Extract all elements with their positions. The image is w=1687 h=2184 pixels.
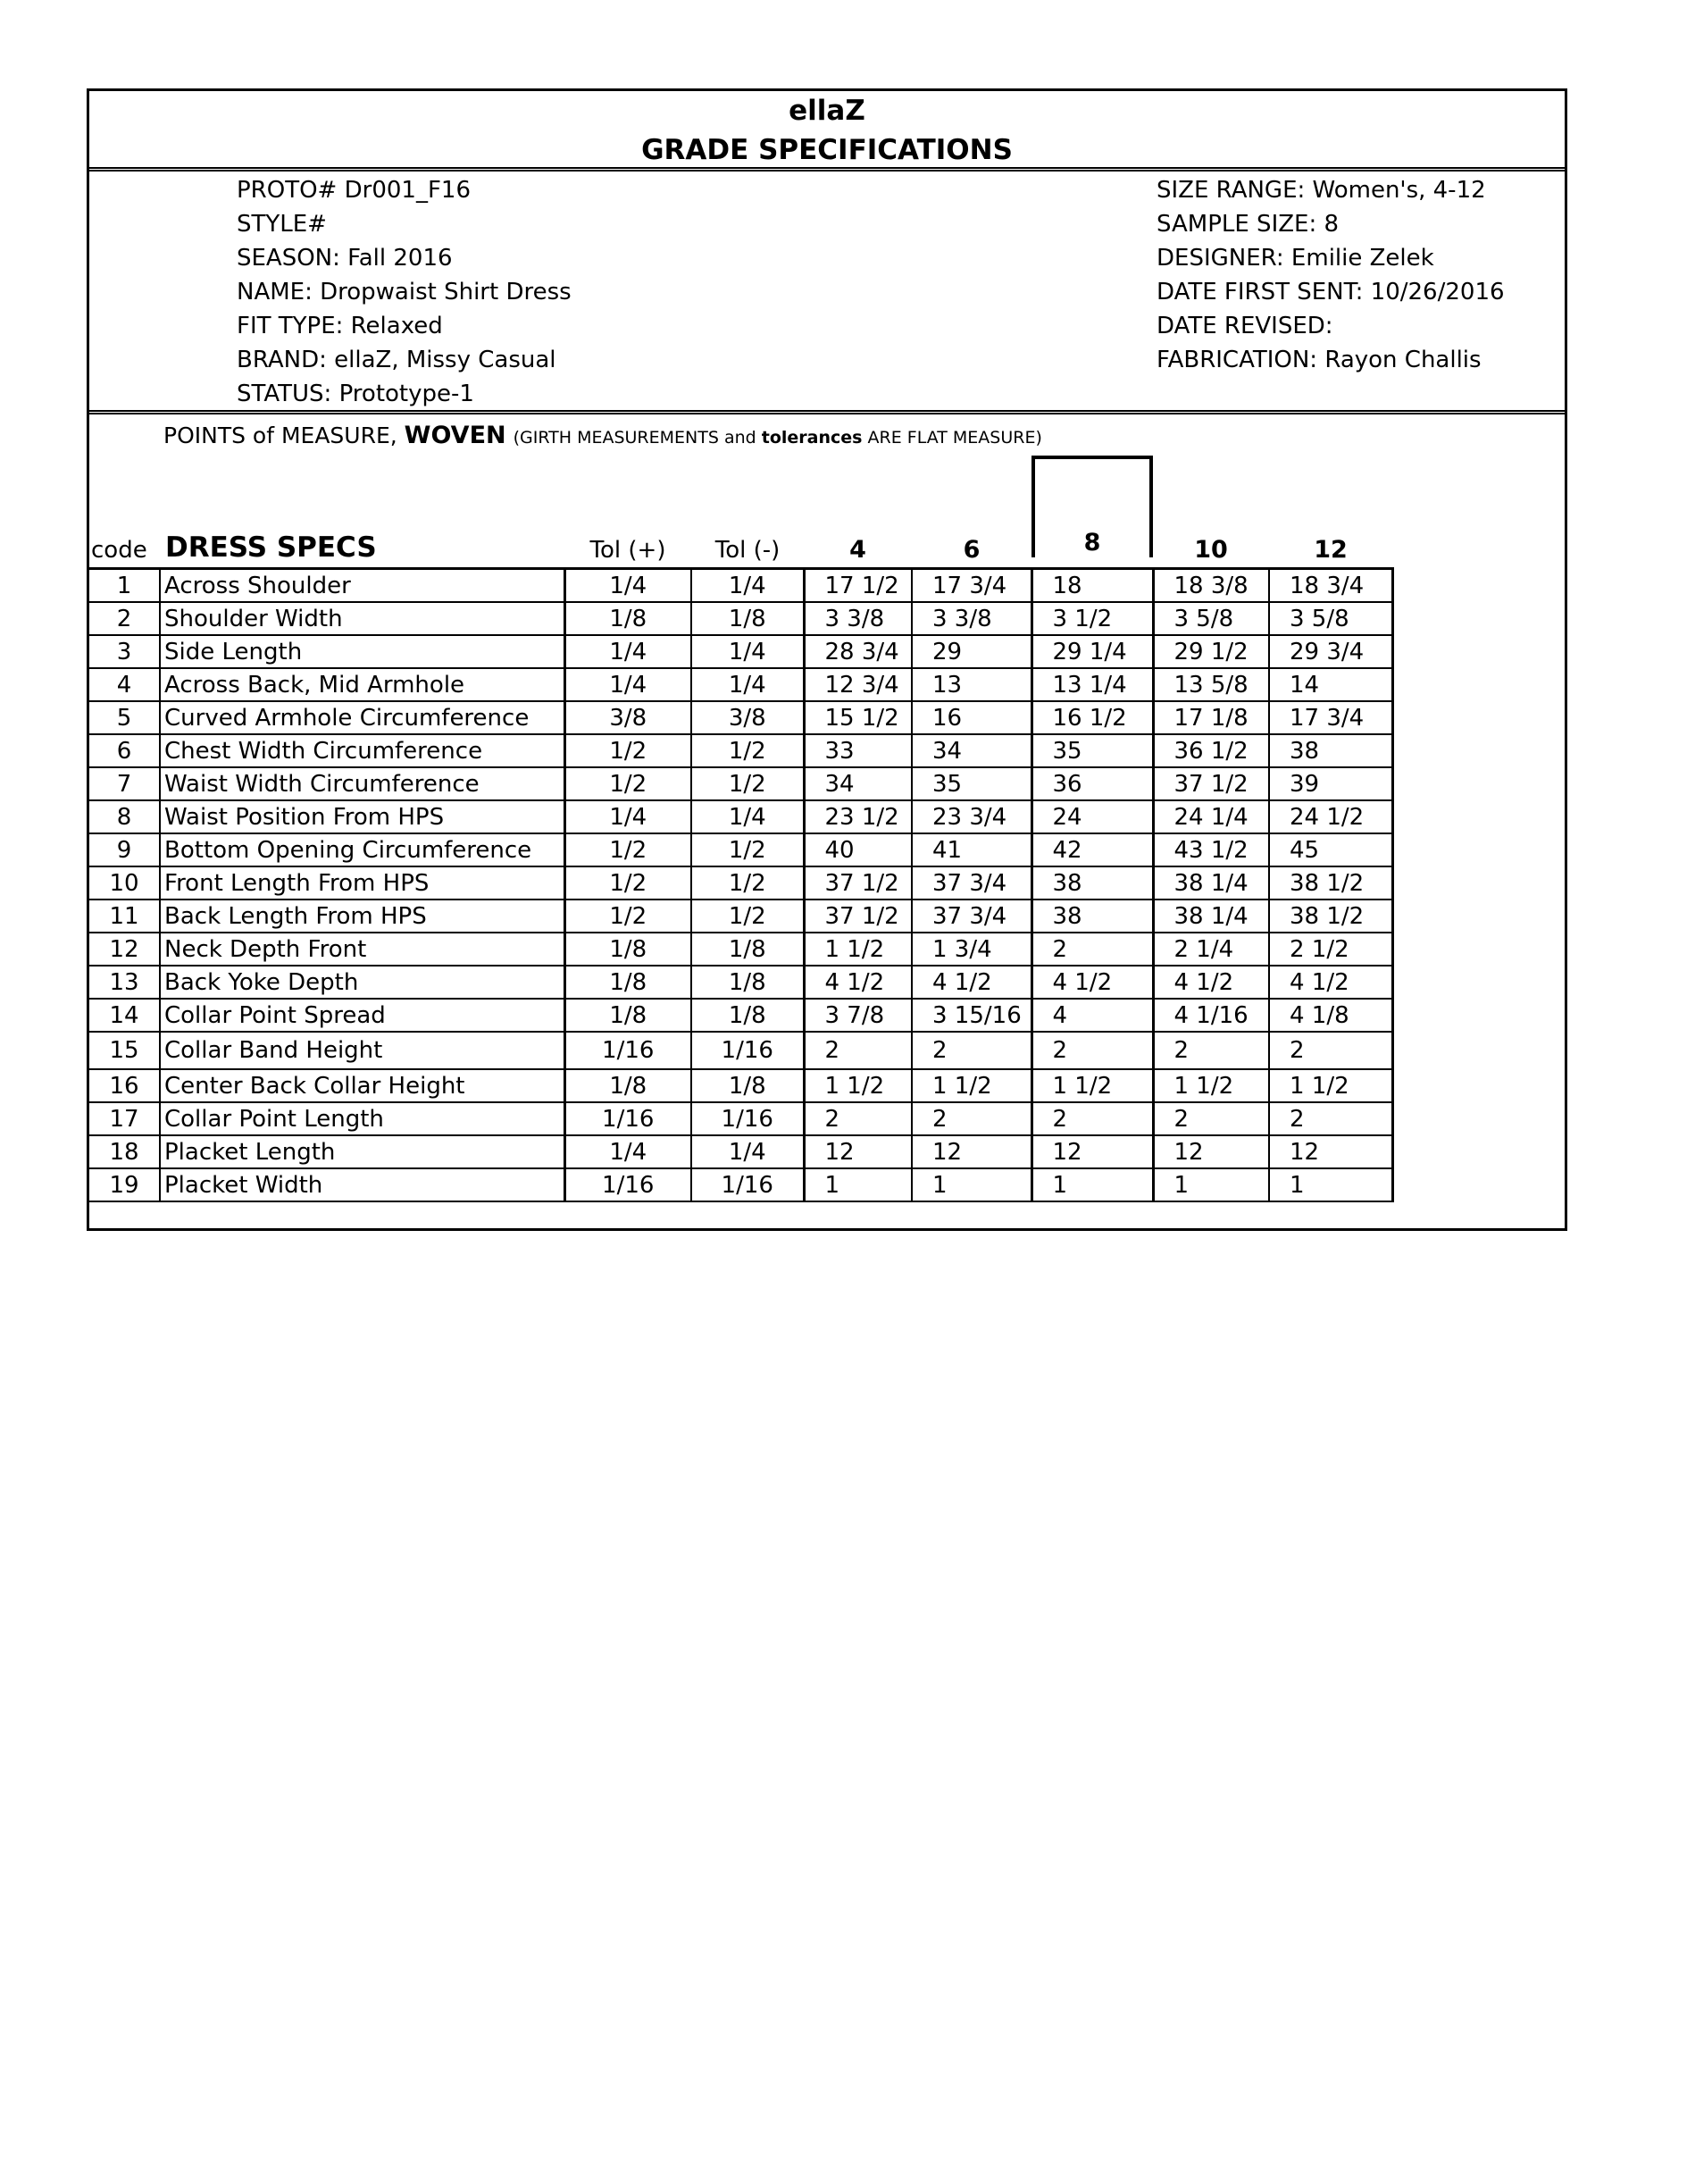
row-size-4: 2 (804, 1032, 912, 1069)
row-size-12: 38 1/2 (1269, 866, 1392, 900)
row-size-4: 2 (804, 1102, 912, 1135)
row-measure-name: Shoulder Width (160, 602, 564, 635)
row-tol-plus: 1/8 (564, 999, 691, 1032)
row-code: 3 (89, 635, 160, 668)
header-dress-specs: DRESS SPECS (165, 531, 377, 564)
header-tol-plus: Tol (+) (589, 537, 666, 564)
row-tol-minus: 1/8 (691, 1069, 804, 1102)
table-row (89, 900, 1392, 933)
row-size-10: 38 1/4 (1153, 866, 1269, 900)
row-size-4: 1 1/2 (804, 933, 912, 966)
row-tol-plus: 1/2 (564, 866, 691, 900)
table-row (89, 800, 1392, 833)
size-range: SIZE RANGE: Women's, 4-12 (1157, 177, 1486, 204)
row-size-4: 12 3/4 (804, 668, 912, 701)
row-size-10: 36 1/2 (1153, 734, 1269, 767)
row-size-4: 4 1/2 (804, 966, 912, 999)
table-row (89, 866, 1392, 900)
row-measure-name: Collar Point Spread (160, 999, 564, 1032)
info-left-column (237, 173, 572, 411)
row-tol-plus: 1/2 (564, 833, 691, 866)
row-size-12: 38 (1269, 734, 1392, 767)
table-row (89, 933, 1392, 966)
row-tol-plus: 1/4 (564, 668, 691, 701)
title-block (89, 91, 1565, 172)
row-size-10: 1 1/2 (1153, 1069, 1269, 1102)
header-size-4: 4 (849, 536, 866, 564)
row-code: 14 (89, 999, 160, 1032)
row-tol-plus: 1/2 (564, 767, 691, 800)
row-code: 2 (89, 602, 160, 635)
row-tol-minus: 1/4 (691, 635, 804, 668)
row-tol-minus: 1/16 (691, 1168, 804, 1201)
row-tol-plus: 1/4 (564, 635, 691, 668)
row-measure-name: Collar Point Length (160, 1102, 564, 1135)
row-tol-minus: 1/8 (691, 999, 804, 1032)
header-size-6: 6 (963, 536, 981, 564)
row-size-8: 16 1/2 (1031, 701, 1153, 734)
row-code: 9 (89, 833, 160, 866)
row-measure-name: Waist Width Circumference (160, 767, 564, 800)
row-size-10: 1 (1153, 1168, 1269, 1201)
grade-spec-sheet (87, 88, 1567, 1231)
row-tol-plus: 1/8 (564, 602, 691, 635)
table-row (89, 1069, 1392, 1102)
row-size-10: 2 (1153, 1032, 1269, 1069)
row-tol-minus: 1/8 (691, 966, 804, 999)
row-tol-minus: 1/2 (691, 734, 804, 767)
row-measure-name: Bottom Opening Circumference (160, 833, 564, 866)
row-code: 19 (89, 1168, 160, 1201)
row-size-6: 13 (912, 668, 1031, 701)
row-tol-minus: 1/4 (691, 668, 804, 701)
pom-prefix: POINTS of MEASURE, (163, 423, 397, 448)
row-size-10: 12 (1153, 1135, 1269, 1168)
table-row (89, 767, 1392, 800)
table-row (89, 1168, 1392, 1201)
row-tol-minus: 1/4 (691, 1135, 804, 1168)
row-measure-name: Neck Depth Front (160, 933, 564, 966)
row-measure-name: Waist Position From HPS (160, 800, 564, 833)
row-size-6: 16 (912, 701, 1031, 734)
row-size-12: 1 1/2 (1269, 1069, 1392, 1102)
row-measure-name: Side Length (160, 635, 564, 668)
season: SEASON: Fall 2016 (237, 245, 453, 272)
points-of-measure-caption (163, 422, 1042, 449)
spec-info-block (89, 172, 1565, 414)
row-size-4: 28 3/4 (804, 635, 912, 668)
header-size-12: 12 (1314, 536, 1348, 564)
row-size-12: 4 1/8 (1269, 999, 1392, 1032)
row-code: 15 (89, 1032, 160, 1069)
row-size-12: 3 5/8 (1269, 602, 1392, 635)
row-measure-name: Curved Armhole Circumference (160, 701, 564, 734)
row-size-10: 29 1/2 (1153, 635, 1269, 668)
row-tol-minus: 1/2 (691, 866, 804, 900)
row-tol-minus: 1/4 (691, 800, 804, 833)
row-code: 7 (89, 767, 160, 800)
row-tol-minus: 1/16 (691, 1032, 804, 1069)
table-row (89, 635, 1392, 668)
status: STATUS: Prototype-1 (237, 381, 474, 407)
row-size-8: 29 1/4 (1031, 635, 1153, 668)
row-size-8: 24 (1031, 800, 1153, 833)
date-first-sent: DATE FIRST SENT: 10/26/2016 (1157, 279, 1505, 305)
row-size-12: 18 3/4 (1269, 569, 1392, 603)
row-measure-name: Chest Width Circumference (160, 734, 564, 767)
row-code: 6 (89, 734, 160, 767)
designer: DESIGNER: Emilie Zelek (1157, 245, 1434, 272)
pom-note: (GIRTH MEASUREMENTS and tolerances ARE FLAT MEASURE) (513, 428, 1042, 448)
row-size-4: 1 1/2 (804, 1069, 912, 1102)
row-size-6: 2 (912, 1102, 1031, 1135)
row-tol-plus: 1/8 (564, 966, 691, 999)
row-measure-name: Placket Length (160, 1135, 564, 1168)
row-size-8: 36 (1031, 767, 1153, 800)
row-tol-minus: 1/8 (691, 602, 804, 635)
row-size-8: 1 1/2 (1031, 1069, 1153, 1102)
row-size-10: 18 3/8 (1153, 569, 1269, 603)
row-size-8: 3 1/2 (1031, 602, 1153, 635)
row-size-4: 34 (804, 767, 912, 800)
row-size-4: 3 3/8 (804, 602, 912, 635)
row-size-8: 35 (1031, 734, 1153, 767)
row-size-6: 29 (912, 635, 1031, 668)
row-size-4: 3 7/8 (804, 999, 912, 1032)
row-size-4: 12 (804, 1135, 912, 1168)
row-size-6: 41 (912, 833, 1031, 866)
row-size-12: 2 (1269, 1102, 1392, 1135)
row-code: 18 (89, 1135, 160, 1168)
row-size-8: 38 (1031, 866, 1153, 900)
row-size-4: 33 (804, 734, 912, 767)
table-row (89, 1032, 1392, 1069)
row-size-10: 43 1/2 (1153, 833, 1269, 866)
row-size-4: 37 1/2 (804, 900, 912, 933)
row-size-8: 4 (1031, 999, 1153, 1032)
row-measure-name: Front Length From HPS (160, 866, 564, 900)
table-header-row (89, 515, 1392, 569)
row-code: 17 (89, 1102, 160, 1135)
row-measure-name: Across Shoulder (160, 569, 564, 603)
table-row (89, 999, 1392, 1032)
row-size-12: 1 (1269, 1168, 1392, 1201)
row-measure-name: Center Back Collar Height (160, 1069, 564, 1102)
row-size-8: 2 (1031, 1102, 1153, 1135)
row-code: 13 (89, 966, 160, 999)
row-size-4: 15 1/2 (804, 701, 912, 734)
table-row (89, 569, 1392, 603)
row-code: 16 (89, 1069, 160, 1102)
table-row (89, 1135, 1392, 1168)
row-size-12: 2 1/2 (1269, 933, 1392, 966)
row-size-10: 17 1/8 (1153, 701, 1269, 734)
row-size-12: 39 (1269, 767, 1392, 800)
row-size-6: 2 (912, 1032, 1031, 1069)
style-number: STYLE# (237, 211, 327, 238)
row-code: 11 (89, 900, 160, 933)
row-tol-plus: 1/16 (564, 1168, 691, 1201)
dress-spec-table (89, 515, 1394, 1202)
table-row (89, 833, 1392, 866)
row-size-12: 29 3/4 (1269, 635, 1392, 668)
row-tol-plus: 1/4 (564, 1135, 691, 1168)
header-code: code (91, 537, 147, 564)
row-tol-minus: 1/2 (691, 900, 804, 933)
row-code: 8 (89, 800, 160, 833)
row-size-10: 38 1/4 (1153, 900, 1269, 933)
row-size-12: 14 (1269, 668, 1392, 701)
document-title: GRADE SPECIFICATIONS (641, 134, 1013, 166)
row-measure-name: Collar Band Height (160, 1032, 564, 1069)
row-size-8: 18 (1031, 569, 1153, 603)
row-size-8: 2 (1031, 933, 1153, 966)
row-tol-minus: 3/8 (691, 701, 804, 734)
row-tol-minus: 1/8 (691, 933, 804, 966)
row-code: 12 (89, 933, 160, 966)
row-tol-minus: 1/16 (691, 1102, 804, 1135)
row-tol-plus: 3/8 (564, 701, 691, 734)
row-size-6: 12 (912, 1135, 1031, 1168)
row-measure-name: Placket Width (160, 1168, 564, 1201)
style-name: NAME: Dropwaist Shirt Dress (237, 279, 572, 305)
row-size-8: 4 1/2 (1031, 966, 1153, 999)
row-size-12: 2 (1269, 1032, 1392, 1069)
brand-title: ellaZ (789, 95, 865, 127)
table-row (89, 602, 1392, 635)
table-row (89, 668, 1392, 701)
row-size-8: 1 (1031, 1168, 1153, 1201)
row-size-8: 42 (1031, 833, 1153, 866)
header-tol-minus: Tol (-) (714, 537, 781, 564)
row-measure-name: Back Yoke Depth (160, 966, 564, 999)
row-tol-plus: 1/2 (564, 734, 691, 767)
table-row (89, 701, 1392, 734)
row-size-6: 35 (912, 767, 1031, 800)
row-measure-name: Across Back, Mid Armhole (160, 668, 564, 701)
row-tol-plus: 1/4 (564, 569, 691, 603)
header-size-10: 10 (1194, 536, 1228, 564)
row-size-12: 4 1/2 (1269, 966, 1392, 999)
proto-number: PROTO# Dr001_F16 (237, 177, 471, 204)
row-size-10: 24 1/4 (1153, 800, 1269, 833)
row-tol-plus: 1/16 (564, 1032, 691, 1069)
row-tol-plus: 1/2 (564, 900, 691, 933)
row-size-4: 17 1/2 (804, 569, 912, 603)
date-revised: DATE REVISED: (1157, 313, 1333, 339)
row-tol-minus: 1/2 (691, 833, 804, 866)
info-right-column (1157, 173, 1505, 377)
row-size-12: 38 1/2 (1269, 900, 1392, 933)
row-size-6: 23 3/4 (912, 800, 1031, 833)
row-tol-minus: 1/4 (691, 569, 804, 603)
row-code: 1 (89, 569, 160, 603)
row-tol-plus: 1/8 (564, 1069, 691, 1102)
row-tol-plus: 1/8 (564, 933, 691, 966)
row-size-10: 3 5/8 (1153, 602, 1269, 635)
row-size-6: 4 1/2 (912, 966, 1031, 999)
row-size-8: 13 1/4 (1031, 668, 1153, 701)
row-measure-name: Back Length From HPS (160, 900, 564, 933)
row-size-6: 3 3/8 (912, 602, 1031, 635)
row-size-4: 37 1/2 (804, 866, 912, 900)
sample-size: SAMPLE SIZE: 8 (1157, 211, 1340, 238)
row-code: 10 (89, 866, 160, 900)
fit-type: FIT TYPE: Relaxed (237, 313, 443, 339)
row-code: 4 (89, 668, 160, 701)
row-size-10: 4 1/16 (1153, 999, 1269, 1032)
row-size-10: 2 (1153, 1102, 1269, 1135)
row-size-8: 2 (1031, 1032, 1153, 1069)
row-size-4: 1 (804, 1168, 912, 1201)
row-size-6: 37 3/4 (912, 900, 1031, 933)
row-size-6: 37 3/4 (912, 866, 1031, 900)
row-size-6: 3 15/16 (912, 999, 1031, 1032)
table-row (89, 966, 1392, 999)
row-size-4: 40 (804, 833, 912, 866)
pom-woven: WOVEN (404, 422, 506, 449)
brand: BRAND: ellaZ, Missy Casual (237, 347, 556, 373)
table-row (89, 1102, 1392, 1135)
table-row (89, 734, 1392, 767)
header-size-8: 8 (1083, 529, 1101, 556)
row-size-6: 1 (912, 1168, 1031, 1201)
row-tol-minus: 1/2 (691, 767, 804, 800)
row-size-10: 4 1/2 (1153, 966, 1269, 999)
row-size-12: 24 1/2 (1269, 800, 1392, 833)
row-size-6: 17 3/4 (912, 569, 1031, 603)
row-size-12: 45 (1269, 833, 1392, 866)
row-code: 5 (89, 701, 160, 734)
row-size-10: 13 5/8 (1153, 668, 1269, 701)
fabrication: FABRICATION: Rayon Challis (1157, 347, 1482, 373)
row-size-8: 12 (1031, 1135, 1153, 1168)
row-tol-plus: 1/4 (564, 800, 691, 833)
row-size-10: 2 1/4 (1153, 933, 1269, 966)
row-size-12: 17 3/4 (1269, 701, 1392, 734)
row-size-10: 37 1/2 (1153, 767, 1269, 800)
row-tol-plus: 1/16 (564, 1102, 691, 1135)
row-size-6: 34 (912, 734, 1031, 767)
row-size-12: 12 (1269, 1135, 1392, 1168)
row-size-4: 23 1/2 (804, 800, 912, 833)
row-size-6: 1 3/4 (912, 933, 1031, 966)
row-size-6: 1 1/2 (912, 1069, 1031, 1102)
spec-table-body (89, 569, 1392, 1202)
row-size-8: 38 (1031, 900, 1153, 933)
